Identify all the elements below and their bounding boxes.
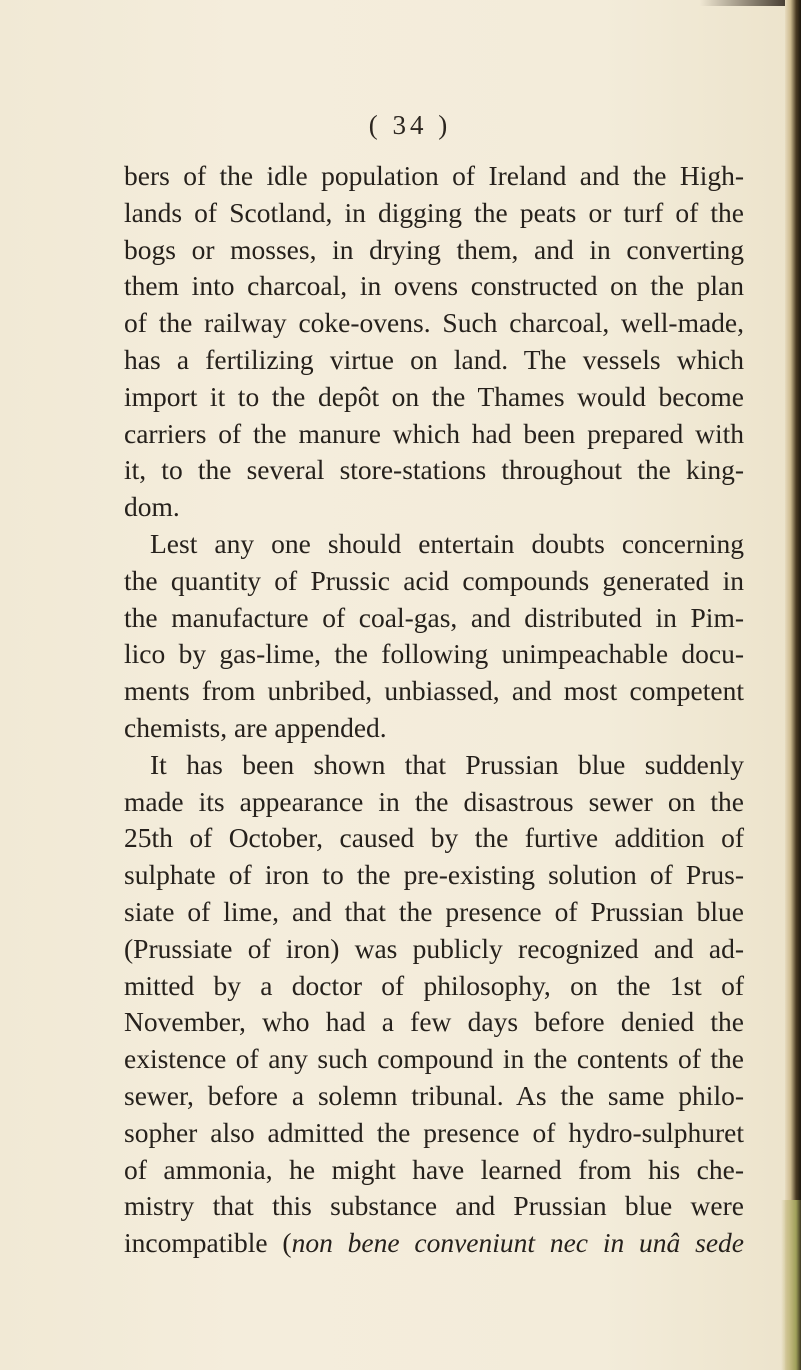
text-line: sulphate of iron to the pre-existing solution of Prus- bbox=[124, 859, 744, 891]
text-line: sewer, before a solemn tribunal. As the same philo- bbox=[124, 1079, 744, 1111]
page-number: ( 34 ) bbox=[368, 110, 452, 140]
text-line: them into charcoal, in ovens constructed on the plan bbox=[124, 270, 744, 302]
text-line: 25th of October, caused by the furtive addition of bbox=[124, 822, 744, 854]
text-line: mistry that this substance and Prussian blue were bbox=[124, 1190, 744, 1222]
text-line: has a fertilizing virtue on land. The vessels which bbox=[124, 343, 744, 375]
text-line: the manufacture of coal-gas, and distributed in Pim- bbox=[124, 601, 744, 633]
text-line: existence of any such compound in the contents of the bbox=[124, 1043, 744, 1075]
text-line: bogs or mosses, in drying them, and in converting bbox=[124, 233, 744, 265]
text-line: November, who had a few days before denied the bbox=[124, 1006, 744, 1038]
text-line: chemists, are appended. bbox=[124, 711, 387, 743]
text-line: it, to the several store-stations throughout the king- bbox=[124, 454, 744, 486]
final-line-roman: incompatible ( bbox=[124, 1227, 292, 1259]
text-line: the quantity of Prussic acid compounds generated in bbox=[124, 564, 744, 596]
text-line: sopher also admitted the presence of hydro-sulphuret bbox=[124, 1116, 744, 1148]
text-line: lico by gas-lime, the following unimpeachable docu- bbox=[124, 638, 744, 670]
text-line: bers of the idle population of Ireland and the High- bbox=[124, 160, 744, 191]
text-line: (Prussiate of iron) was publicly recognized and ad- bbox=[124, 932, 744, 964]
page-binding-edge bbox=[785, 0, 801, 1370]
page-edge-stain bbox=[781, 1200, 801, 1370]
latin-phrase: non bene conveniunt nec in unâ sede bbox=[291, 1227, 744, 1259]
text-line: dom. bbox=[124, 491, 180, 523]
body-text bbox=[124, 158, 744, 1262]
text-line: lands of Scotland, in digging the peats or turf of the bbox=[124, 196, 744, 228]
text-line: siate of lime, and that the presence of Prussian blue bbox=[124, 895, 744, 927]
paragraph-start-line: Lest any one should entertain doubts concerning bbox=[150, 527, 744, 559]
text-line: of the railway coke-ovens. Such charcoal, well-made, bbox=[124, 307, 744, 339]
paragraph-start-line: It has been shown that Prussian blue suddenly bbox=[150, 748, 744, 780]
text-line: made its appearance in the disastrous sewer on the bbox=[124, 785, 744, 817]
final-text-line bbox=[124, 1225, 744, 1262]
text-line: import it to the depôt on the Thames would become bbox=[124, 380, 744, 412]
text-line: mitted by a doctor of philosophy, on the 1st of bbox=[124, 969, 744, 1001]
text-line: ments from unbribed, unbiassed, and most competent bbox=[124, 675, 744, 707]
text-line: of ammonia, he might have learned from his che- bbox=[124, 1153, 744, 1185]
text-line: carriers of the manure which had been prepared with bbox=[124, 417, 744, 449]
